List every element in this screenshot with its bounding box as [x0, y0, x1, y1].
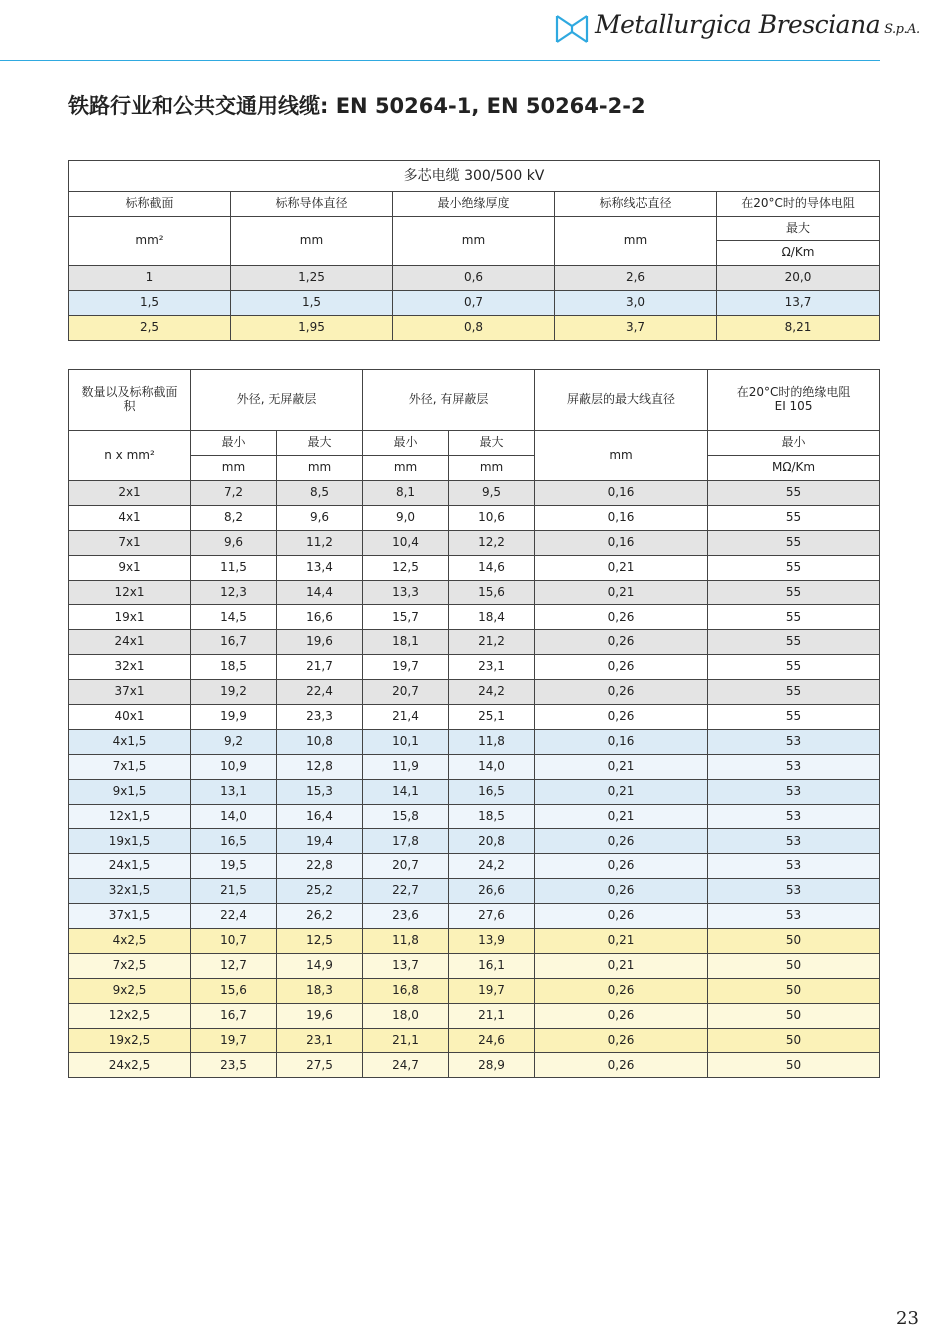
- table-cell: 8,5: [277, 481, 363, 506]
- table-cell: 53: [708, 829, 880, 854]
- table-cell: 1,95: [231, 316, 393, 341]
- table-cell: 0,26: [535, 904, 708, 929]
- table-cell: 0,26: [535, 605, 708, 630]
- header-divider: [0, 60, 880, 61]
- table-row: [69, 481, 880, 506]
- brand-suffix: S.p.A.: [884, 22, 920, 37]
- table-cell: 18,0: [363, 1003, 449, 1028]
- table-cell: 17,8: [363, 829, 449, 854]
- table-cell: 0,21: [535, 555, 708, 580]
- table-cell: 23,1: [277, 1028, 363, 1053]
- table-row: [69, 630, 880, 655]
- table-cell: 9x2,5: [69, 978, 191, 1003]
- table-cell: 11,5: [191, 555, 277, 580]
- table1-header-core-diameter: 标称线芯直径: [555, 192, 717, 217]
- table-cell: 18,3: [277, 978, 363, 1003]
- table-cell: 12,8: [277, 754, 363, 779]
- table-cell: 22,8: [277, 854, 363, 879]
- table-cell: 0,26: [535, 829, 708, 854]
- table-cell: 14,4: [277, 580, 363, 605]
- table-cell: 19,6: [277, 630, 363, 655]
- table-cell: 12,3: [191, 580, 277, 605]
- table-cell: 20,8: [449, 829, 535, 854]
- table-cell: 14,9: [277, 953, 363, 978]
- table-cell: 7,2: [191, 481, 277, 506]
- table-cell: 10,1: [363, 729, 449, 754]
- table-row: [69, 316, 880, 341]
- table-cell: 16,6: [277, 605, 363, 630]
- table-row: [69, 1003, 880, 1028]
- table-cell: 0,21: [535, 754, 708, 779]
- table-cell: 23,6: [363, 904, 449, 929]
- table-row: [69, 680, 880, 705]
- table-cell: 4x1: [69, 505, 191, 530]
- table-row: [69, 1028, 880, 1053]
- table-cell: 22,4: [191, 904, 277, 929]
- table-cell: 0,26: [535, 680, 708, 705]
- table1-unit-section: mm²: [69, 217, 231, 266]
- table-cell: 0,26: [535, 854, 708, 879]
- table-cell: 50: [708, 978, 880, 1003]
- table-cell: 10,9: [191, 754, 277, 779]
- table-row: [69, 829, 880, 854]
- table2-header-od-unscreened: 外径, 无屏蔽层: [191, 370, 363, 431]
- table-cell: 24x1,5: [69, 854, 191, 879]
- table2-unit-mm: mm: [191, 456, 277, 481]
- table-row: [69, 555, 880, 580]
- table-cell: 50: [708, 1053, 880, 1078]
- table-row: [69, 953, 880, 978]
- table-cell: 19x1: [69, 605, 191, 630]
- table-cell: 15,7: [363, 605, 449, 630]
- table-cell: 19x2,5: [69, 1028, 191, 1053]
- table-cell: 16,5: [449, 779, 535, 804]
- table2-od-screened-min: 最小: [363, 431, 449, 456]
- table-cell: 0,21: [535, 804, 708, 829]
- table1-header-resistance: 在20°C时的导体电阻: [717, 192, 880, 217]
- table-cell: 55: [708, 505, 880, 530]
- table-cell: 19,6: [277, 1003, 363, 1028]
- conductor-spec-table: [68, 160, 880, 341]
- table-cell: 15,8: [363, 804, 449, 829]
- page-number: 23: [896, 1308, 919, 1329]
- table-cell: 21,5: [191, 879, 277, 904]
- table-row: [69, 879, 880, 904]
- table-cell: 19,9: [191, 705, 277, 730]
- table-cell: 14,0: [191, 804, 277, 829]
- table-cell: 0,21: [535, 929, 708, 954]
- table-cell: 32x1,5: [69, 879, 191, 904]
- table1-caption: 多芯电缆 300/500 kV: [69, 161, 880, 192]
- table1-header-insulation-thickness: 最小绝缘厚度: [393, 192, 555, 217]
- table-cell: 18,5: [449, 804, 535, 829]
- table-cell: 32x1: [69, 655, 191, 680]
- table-cell: 53: [708, 904, 880, 929]
- table-cell: 20,7: [363, 854, 449, 879]
- table-cell: 21,1: [363, 1028, 449, 1053]
- table-cell: 0,16: [535, 729, 708, 754]
- page-title: 铁路行业和公共交通用线缆: EN 50264-1, EN 50264-2-2: [68, 94, 646, 118]
- table-cell: 28,9: [449, 1053, 535, 1078]
- table-cell: 21,7: [277, 655, 363, 680]
- table-cell: 19,5: [191, 854, 277, 879]
- table-row: [69, 580, 880, 605]
- table-row: [69, 729, 880, 754]
- brand-logo: [555, 10, 920, 50]
- table-cell: 55: [708, 580, 880, 605]
- table-cell: 1,5: [69, 291, 231, 316]
- table-cell: 19,7: [191, 1028, 277, 1053]
- table-cell: 53: [708, 754, 880, 779]
- table-cell: 40x1: [69, 705, 191, 730]
- table-cell: 26,2: [277, 904, 363, 929]
- table-cell: 0,26: [535, 1053, 708, 1078]
- table-row: [69, 929, 880, 954]
- table-cell: 1: [69, 266, 231, 291]
- table-cell: 53: [708, 804, 880, 829]
- table2-section-unit: n x mm²: [69, 431, 191, 481]
- table-cell: 10,4: [363, 530, 449, 555]
- table-cell: 55: [708, 680, 880, 705]
- table-cell: 22,4: [277, 680, 363, 705]
- table-cell: 16,4: [277, 804, 363, 829]
- table-row: [69, 1053, 880, 1078]
- table-cell: 10,7: [191, 929, 277, 954]
- table-cell: 55: [708, 705, 880, 730]
- table-row: [69, 655, 880, 680]
- table-cell: 53: [708, 854, 880, 879]
- table-cell: 14,0: [449, 754, 535, 779]
- table-cell: 19,4: [277, 829, 363, 854]
- table-cell: 9x1: [69, 555, 191, 580]
- table-cell: 0,8: [393, 316, 555, 341]
- table-cell: 9,0: [363, 505, 449, 530]
- table-cell: 13,4: [277, 555, 363, 580]
- table-cell: 0,16: [535, 481, 708, 506]
- table-cell: 8,21: [717, 316, 880, 341]
- table-cell: 3,7: [555, 316, 717, 341]
- table-cell: 22,7: [363, 879, 449, 904]
- table-cell: 50: [708, 953, 880, 978]
- table-cell: 7x2,5: [69, 953, 191, 978]
- table-cell: 19,2: [191, 680, 277, 705]
- table-cell: 8,2: [191, 505, 277, 530]
- table-cell: 4x2,5: [69, 929, 191, 954]
- table-cell: 53: [708, 729, 880, 754]
- table-cell: 55: [708, 555, 880, 580]
- table-cell: 23,5: [191, 1053, 277, 1078]
- table-cell: 1,25: [231, 266, 393, 291]
- table-cell: 18,5: [191, 655, 277, 680]
- table-cell: 1,5: [231, 291, 393, 316]
- table-cell: 55: [708, 530, 880, 555]
- table2-body: [69, 481, 880, 1078]
- table-cell: 0,26: [535, 978, 708, 1003]
- table2-header-od-screened: 外径, 有屏蔽层: [363, 370, 535, 431]
- table-cell: 15,6: [191, 978, 277, 1003]
- table-cell: 27,6: [449, 904, 535, 929]
- table-cell: 24x1: [69, 630, 191, 655]
- table-cell: 53: [708, 779, 880, 804]
- table-cell: 0,26: [535, 879, 708, 904]
- table-cell: 4x1,5: [69, 729, 191, 754]
- table-cell: 23,1: [449, 655, 535, 680]
- table-cell: 0,26: [535, 1028, 708, 1053]
- table-cell: 7x1: [69, 530, 191, 555]
- table-cell: 0,26: [535, 655, 708, 680]
- table-cell: 50: [708, 1028, 880, 1053]
- table-row: [69, 779, 880, 804]
- table-row: [69, 978, 880, 1003]
- table-row: [69, 266, 880, 291]
- table-cell: 16,8: [363, 978, 449, 1003]
- table2-od-unscreened-max: 最大: [277, 431, 363, 456]
- cable-dimensions-table: [68, 369, 880, 1078]
- table2-unit-mm: mm: [277, 456, 363, 481]
- table-cell: 0,16: [535, 530, 708, 555]
- table-cell: 37x1: [69, 680, 191, 705]
- table-cell: 10,6: [449, 505, 535, 530]
- table-cell: 15,6: [449, 580, 535, 605]
- table-cell: 14,5: [191, 605, 277, 630]
- table1-unit-core: mm: [555, 217, 717, 266]
- table-cell: 18,4: [449, 605, 535, 630]
- table-row: [69, 854, 880, 879]
- table-cell: 13,3: [363, 580, 449, 605]
- brand-name: Metallurgica Bresciana: [595, 10, 881, 39]
- table-cell: 13,7: [717, 291, 880, 316]
- table-row: [69, 505, 880, 530]
- table-cell: 7x1,5: [69, 754, 191, 779]
- table-cell: 19,7: [363, 655, 449, 680]
- table-cell: 25,1: [449, 705, 535, 730]
- table1-resistance-unit: Ω/Km: [717, 241, 880, 266]
- table-cell: 10,8: [277, 729, 363, 754]
- table-cell: 0,6: [393, 266, 555, 291]
- table2-screen-wire-unit: mm: [535, 431, 708, 481]
- table-cell: 23,3: [277, 705, 363, 730]
- table2-unit-mm: mm: [449, 456, 535, 481]
- table-cell: 16,7: [191, 630, 277, 655]
- table-cell: 11,8: [449, 729, 535, 754]
- table-cell: 24,2: [449, 680, 535, 705]
- table1-unit-conductor: mm: [231, 217, 393, 266]
- table-cell: 24,7: [363, 1053, 449, 1078]
- table-cell: 16,5: [191, 829, 277, 854]
- table-cell: 2,5: [69, 316, 231, 341]
- table-cell: 2x1: [69, 481, 191, 506]
- table-cell: 26,6: [449, 879, 535, 904]
- table-cell: 13,7: [363, 953, 449, 978]
- table1-header-conductor-diameter: 标称导体直径: [231, 192, 393, 217]
- table-cell: 0,26: [535, 1003, 708, 1028]
- table2-header-screen-wire: 屏蔽层的最大线直径: [535, 370, 708, 431]
- table-cell: 55: [708, 605, 880, 630]
- table-cell: 0,21: [535, 580, 708, 605]
- table-cell: 8,1: [363, 481, 449, 506]
- table-cell: 13,9: [449, 929, 535, 954]
- table-cell: 20,7: [363, 680, 449, 705]
- table-row: [69, 291, 880, 316]
- table-cell: 55: [708, 630, 880, 655]
- table-cell: 0,16: [535, 505, 708, 530]
- table-cell: 19,7: [449, 978, 535, 1003]
- table-cell: 12,7: [191, 953, 277, 978]
- table-cell: 21,4: [363, 705, 449, 730]
- table-cell: 11,9: [363, 754, 449, 779]
- table-cell: 50: [708, 1003, 880, 1028]
- table-row: [69, 605, 880, 630]
- table-cell: 27,5: [277, 1053, 363, 1078]
- table-cell: 9,2: [191, 729, 277, 754]
- table2-od-unscreened-min: 最小: [191, 431, 277, 456]
- table-cell: 12x2,5: [69, 1003, 191, 1028]
- table-cell: 55: [708, 655, 880, 680]
- table-cell: 16,1: [449, 953, 535, 978]
- table-cell: 24,2: [449, 854, 535, 879]
- table-cell: 55: [708, 481, 880, 506]
- brand-wordmark: [595, 10, 920, 39]
- table-cell: 14,1: [363, 779, 449, 804]
- table-cell: 20,0: [717, 266, 880, 291]
- table-row: [69, 754, 880, 779]
- table-cell: 0,21: [535, 779, 708, 804]
- table-cell: 11,8: [363, 929, 449, 954]
- table1-resistance-max: 最大: [717, 217, 880, 241]
- table-row: [69, 804, 880, 829]
- table-cell: 12x1: [69, 580, 191, 605]
- table-cell: 16,7: [191, 1003, 277, 1028]
- table-cell: 9,6: [191, 530, 277, 555]
- table-cell: 12,2: [449, 530, 535, 555]
- table-row: [69, 904, 880, 929]
- table-cell: 12,5: [363, 555, 449, 580]
- table-cell: 14,6: [449, 555, 535, 580]
- table1-header-section: 标称截面: [69, 192, 231, 217]
- table-row: [69, 705, 880, 730]
- table2-od-screened-max: 最大: [449, 431, 535, 456]
- table-cell: 9x1,5: [69, 779, 191, 804]
- table-cell: 18,1: [363, 630, 449, 655]
- table-cell: 19x1,5: [69, 829, 191, 854]
- table-cell: 0,26: [535, 630, 708, 655]
- table-cell: 21,1: [449, 1003, 535, 1028]
- table2-unit-mm: mm: [363, 456, 449, 481]
- table-cell: 12x1,5: [69, 804, 191, 829]
- table2-header-insulation-resistance: 在20°C时的绝缘电阻 EI 105: [708, 370, 880, 431]
- table2-header-section: 数量以及标称截面积: [69, 370, 191, 431]
- table-cell: 11,2: [277, 530, 363, 555]
- table-cell: 24x2,5: [69, 1053, 191, 1078]
- table-cell: 9,5: [449, 481, 535, 506]
- table-cell: 24,6: [449, 1028, 535, 1053]
- table-cell: 0,26: [535, 705, 708, 730]
- table-cell: 13,1: [191, 779, 277, 804]
- table-cell: 50: [708, 929, 880, 954]
- table-cell: 25,2: [277, 879, 363, 904]
- table-cell: 21,2: [449, 630, 535, 655]
- table2-ir-min: 最小: [708, 431, 880, 456]
- table-cell: 0,21: [535, 953, 708, 978]
- table-cell: 2,6: [555, 266, 717, 291]
- table-cell: 53: [708, 879, 880, 904]
- table-cell: 0,7: [393, 291, 555, 316]
- table-cell: 15,3: [277, 779, 363, 804]
- table2-ir-unit: MΩ/Km: [708, 456, 880, 481]
- brand-mark-icon: [555, 12, 589, 46]
- table-cell: 37x1,5: [69, 904, 191, 929]
- table1-unit-insulation: mm: [393, 217, 555, 266]
- table-cell: 3,0: [555, 291, 717, 316]
- table-row: [69, 530, 880, 555]
- table-cell: 9,6: [277, 505, 363, 530]
- table-cell: 12,5: [277, 929, 363, 954]
